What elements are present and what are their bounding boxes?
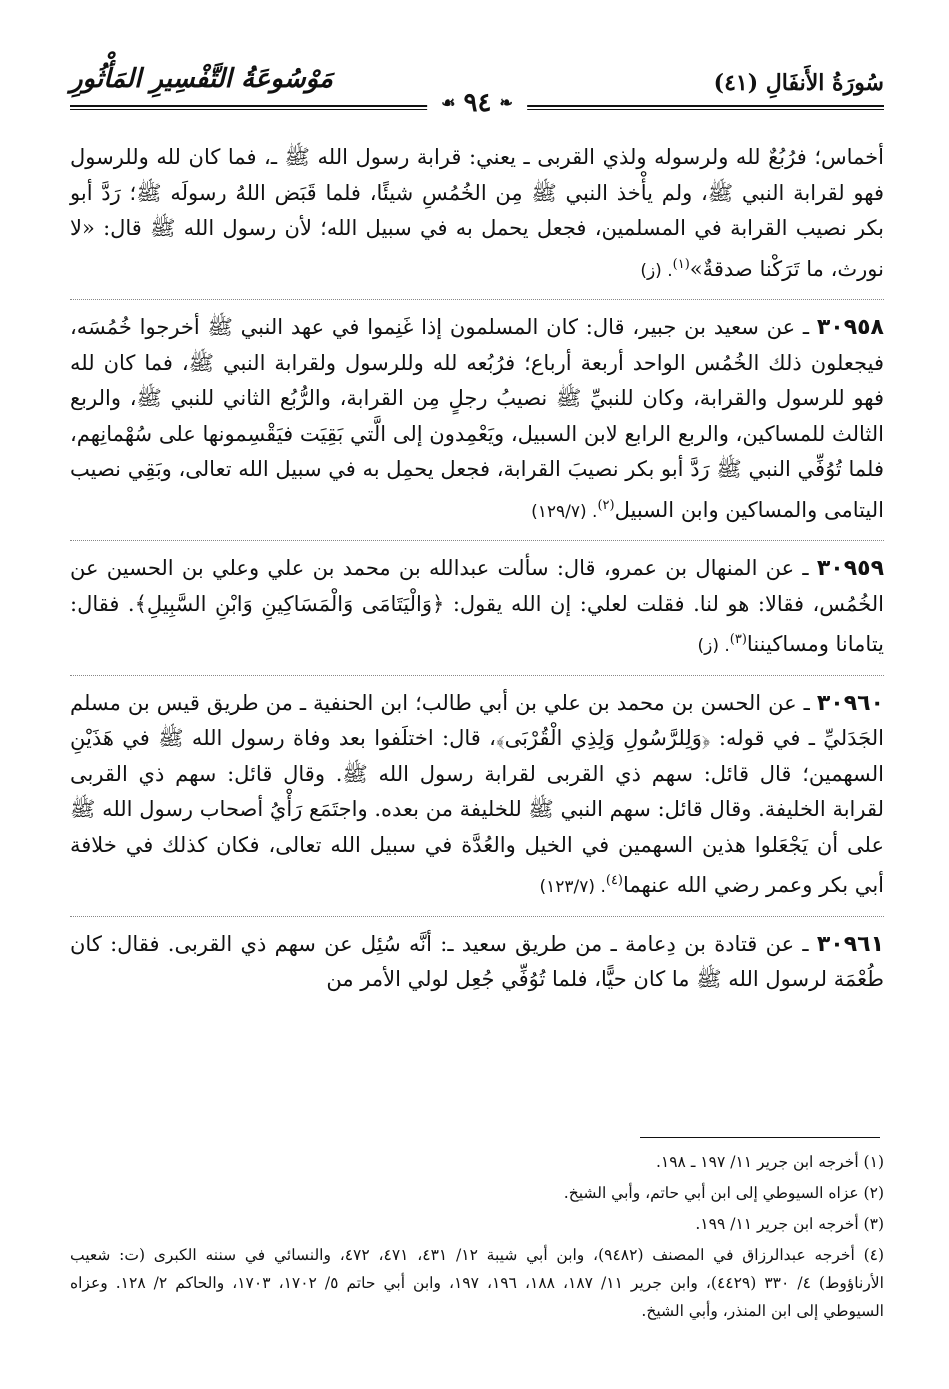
page-number-box: [427, 88, 527, 118]
footnotes: [70, 1148, 884, 1328]
paragraph-tail: . (١٢٣/٧): [539, 877, 606, 897]
paragraph-text: أخماس؛ فرُبُعٌ لله ولرسوله ولذي القربى ـ يعني: قرابة رسول الله ﷺ ـ، فما كان لله وللرسول فهو لقرابة النبي ﷺ، ولم يأْخذ النبي ﷺ مِن الخُمُسِ شيئًا، فلما قَبَض اللهُ رسولَه ﷺ؛ رَدَّ أبو بكر نصيب القرابة في المسلمين، فجعل يحمل به في سبيل الله؛ لأن رسول الله ﷺ قال: «لا نورث، ما تَرَكْنا صدقةٌ»: [70, 145, 884, 281]
hadith-number: ٣٠٩٥٨: [816, 315, 884, 340]
hadith-number: ٣٠٩٦٠: [816, 690, 884, 716]
paragraph-text: ـ عن سعيد بن جبير، قال: كان المسلمون إذا غَنِموا في عهد النبي ﷺ أخرجوا خُمُسَه، فيجعلون ذلك الخُمُس الواحد أربعة أرباع؛ فرُبُعه لله وللرسول ولقرابة النبي ﷺ، فما كان لله فهو للرسول والقرابة، وكان للنبيِّ ﷺ نصيبُ رجلٍ مِن القرابة، والرُّبُع الثاني للنبي ﷺ، والربع الثالث للمساكين، والربع الرابع لابن السبيل، ويَعْمِدون إلى الَّتي بَقِيَت فيَقْسِمونها على سُهْمانِهم، فلما تُوُفِّي النبي ﷺ رَدَّ أبو بكر نصيبَ القرابة، فجعل يحمِل به في سبيل الله تعالى، وبَقِي نصيب اليتامى والمساكين وابن السبيل: [70, 315, 884, 522]
hadith-number: ٣٠٩٦١: [816, 931, 884, 957]
paragraph-tail: . (ز): [640, 260, 673, 281]
ornament-left-icon: ☙: [441, 93, 456, 112]
main-text: [70, 140, 884, 998]
footnote-ref: (٢): [597, 497, 615, 513]
hadith-number: ٣٠٩٥٩: [816, 556, 884, 581]
footnote-item: (١) أخرجه ابن جرير ١١/ ١٩٧ ـ ١٩٨.: [655, 1153, 884, 1171]
hadith-paragraph: [70, 916, 884, 998]
footnote-item: (٣) أخرجه ابن جرير ١١/ ١٩٩.: [695, 1215, 884, 1233]
paragraph-text: ـ عن الحسن بن محمد بن علي بن أبي طالب؛ ابن الحنفية ـ من طريق قيس بن مسلم الجَدَليِّ ـ في قوله: ﴿وَلِلرَّسُولِ وَلِذِي الْقُرْبَى﴾، قال: اختلَفوا بعد وفاة رسول الله ﷺ في هَذَيْنِ السهمين؛ قال قائل: سهم ذي القربى لقرابة رسول الله ﷺ. وقال قائل: سهم ذي القربى لقرابة الخليفة. وقال قائل: سهم النبي ﷺ للخليفة من بعده. واجتَمَع رَأْيُ أصحاب رسول الله ﷺ على أن يَجْعَلوا هذين السهمين في الخيل والعُدَّة في سبيل الله تعالى، فكان كذلك في خلافة أبي بكر وعمر رضي الله عنهما: [70, 690, 884, 897]
hadith-paragraph: [70, 675, 884, 906]
ornament-right-icon: ❧: [499, 93, 513, 112]
footnote-separator: [640, 1137, 880, 1138]
page-number: ٩٤: [463, 88, 492, 118]
hadith-paragraph: [70, 540, 884, 665]
paragraph-tail: . (ز): [697, 636, 730, 656]
footnote-item: (٢) عزاه السيوطي إلى ابن أبي حاتم، وأبي الشيخ.: [563, 1184, 884, 1202]
footnote-ref: (٤): [605, 873, 623, 888]
paragraph-continuation: [70, 140, 884, 289]
footnote-ref: (٣): [729, 632, 747, 647]
page-header: [70, 58, 884, 128]
paragraph-tail: . (١٢٩/٧): [531, 501, 598, 522]
paragraph-text: ـ عن المنهال بن عمرو، قال: سألت عبدالله بن محمد بن علي وعلي بن الحسين عن الخُمُس، فقالا: هو لنا. فقلت لعلي: إن الله يقول: ﴿وَالْيَتَامَى وَالْمَسَاكِينِ وَابْنِ السَّبِيلِ﴾. فقال: يتامانا ومساكيننا: [70, 556, 884, 656]
surah-title: سُورَةُ الأَنفَالِ (٤١): [713, 70, 884, 96]
footnote-item: (٤) أخرجه عبدالرزاق في المصنف (٩٤٨٢)، وابن أبي شيبة ١٢/ ٤٣١، ٤٧١، ٤٧٢، والنسائي في سننه الكبرى (ت: شعيب الأرناؤوط) ٤/ ٣٣٠ (٤٤٢٩)، وابن جرير ١١/ ١٨٧، ١٨٨، ١٩٦، ١٩٧، وابن أبي حاتم ٥/ ١٧٠٢، ١٧٠٣، والحاكم ٢/ ١٢٨. وعزاه السيوطي إلى ابن المنذر، وأبي الشيخ.: [70, 1246, 885, 1320]
hadith-paragraph: [70, 299, 884, 530]
book-title: مَوْسُوعَةُ التَّفْسِيرِ المَأْثُورِ: [70, 64, 333, 94]
footnote-ref: (١): [672, 256, 690, 272]
paragraph-text: ـ عن قتادة بن دِعامة ـ من طريق سعيد ـ: أنَّه سُئِل عن سهم ذي القربى. فقال: كان طُعْمَة لرسول الله ﷺ ما كان حيًّا، فلما تُوُفِّي جُعِل لولي الأمر من: [70, 931, 884, 991]
